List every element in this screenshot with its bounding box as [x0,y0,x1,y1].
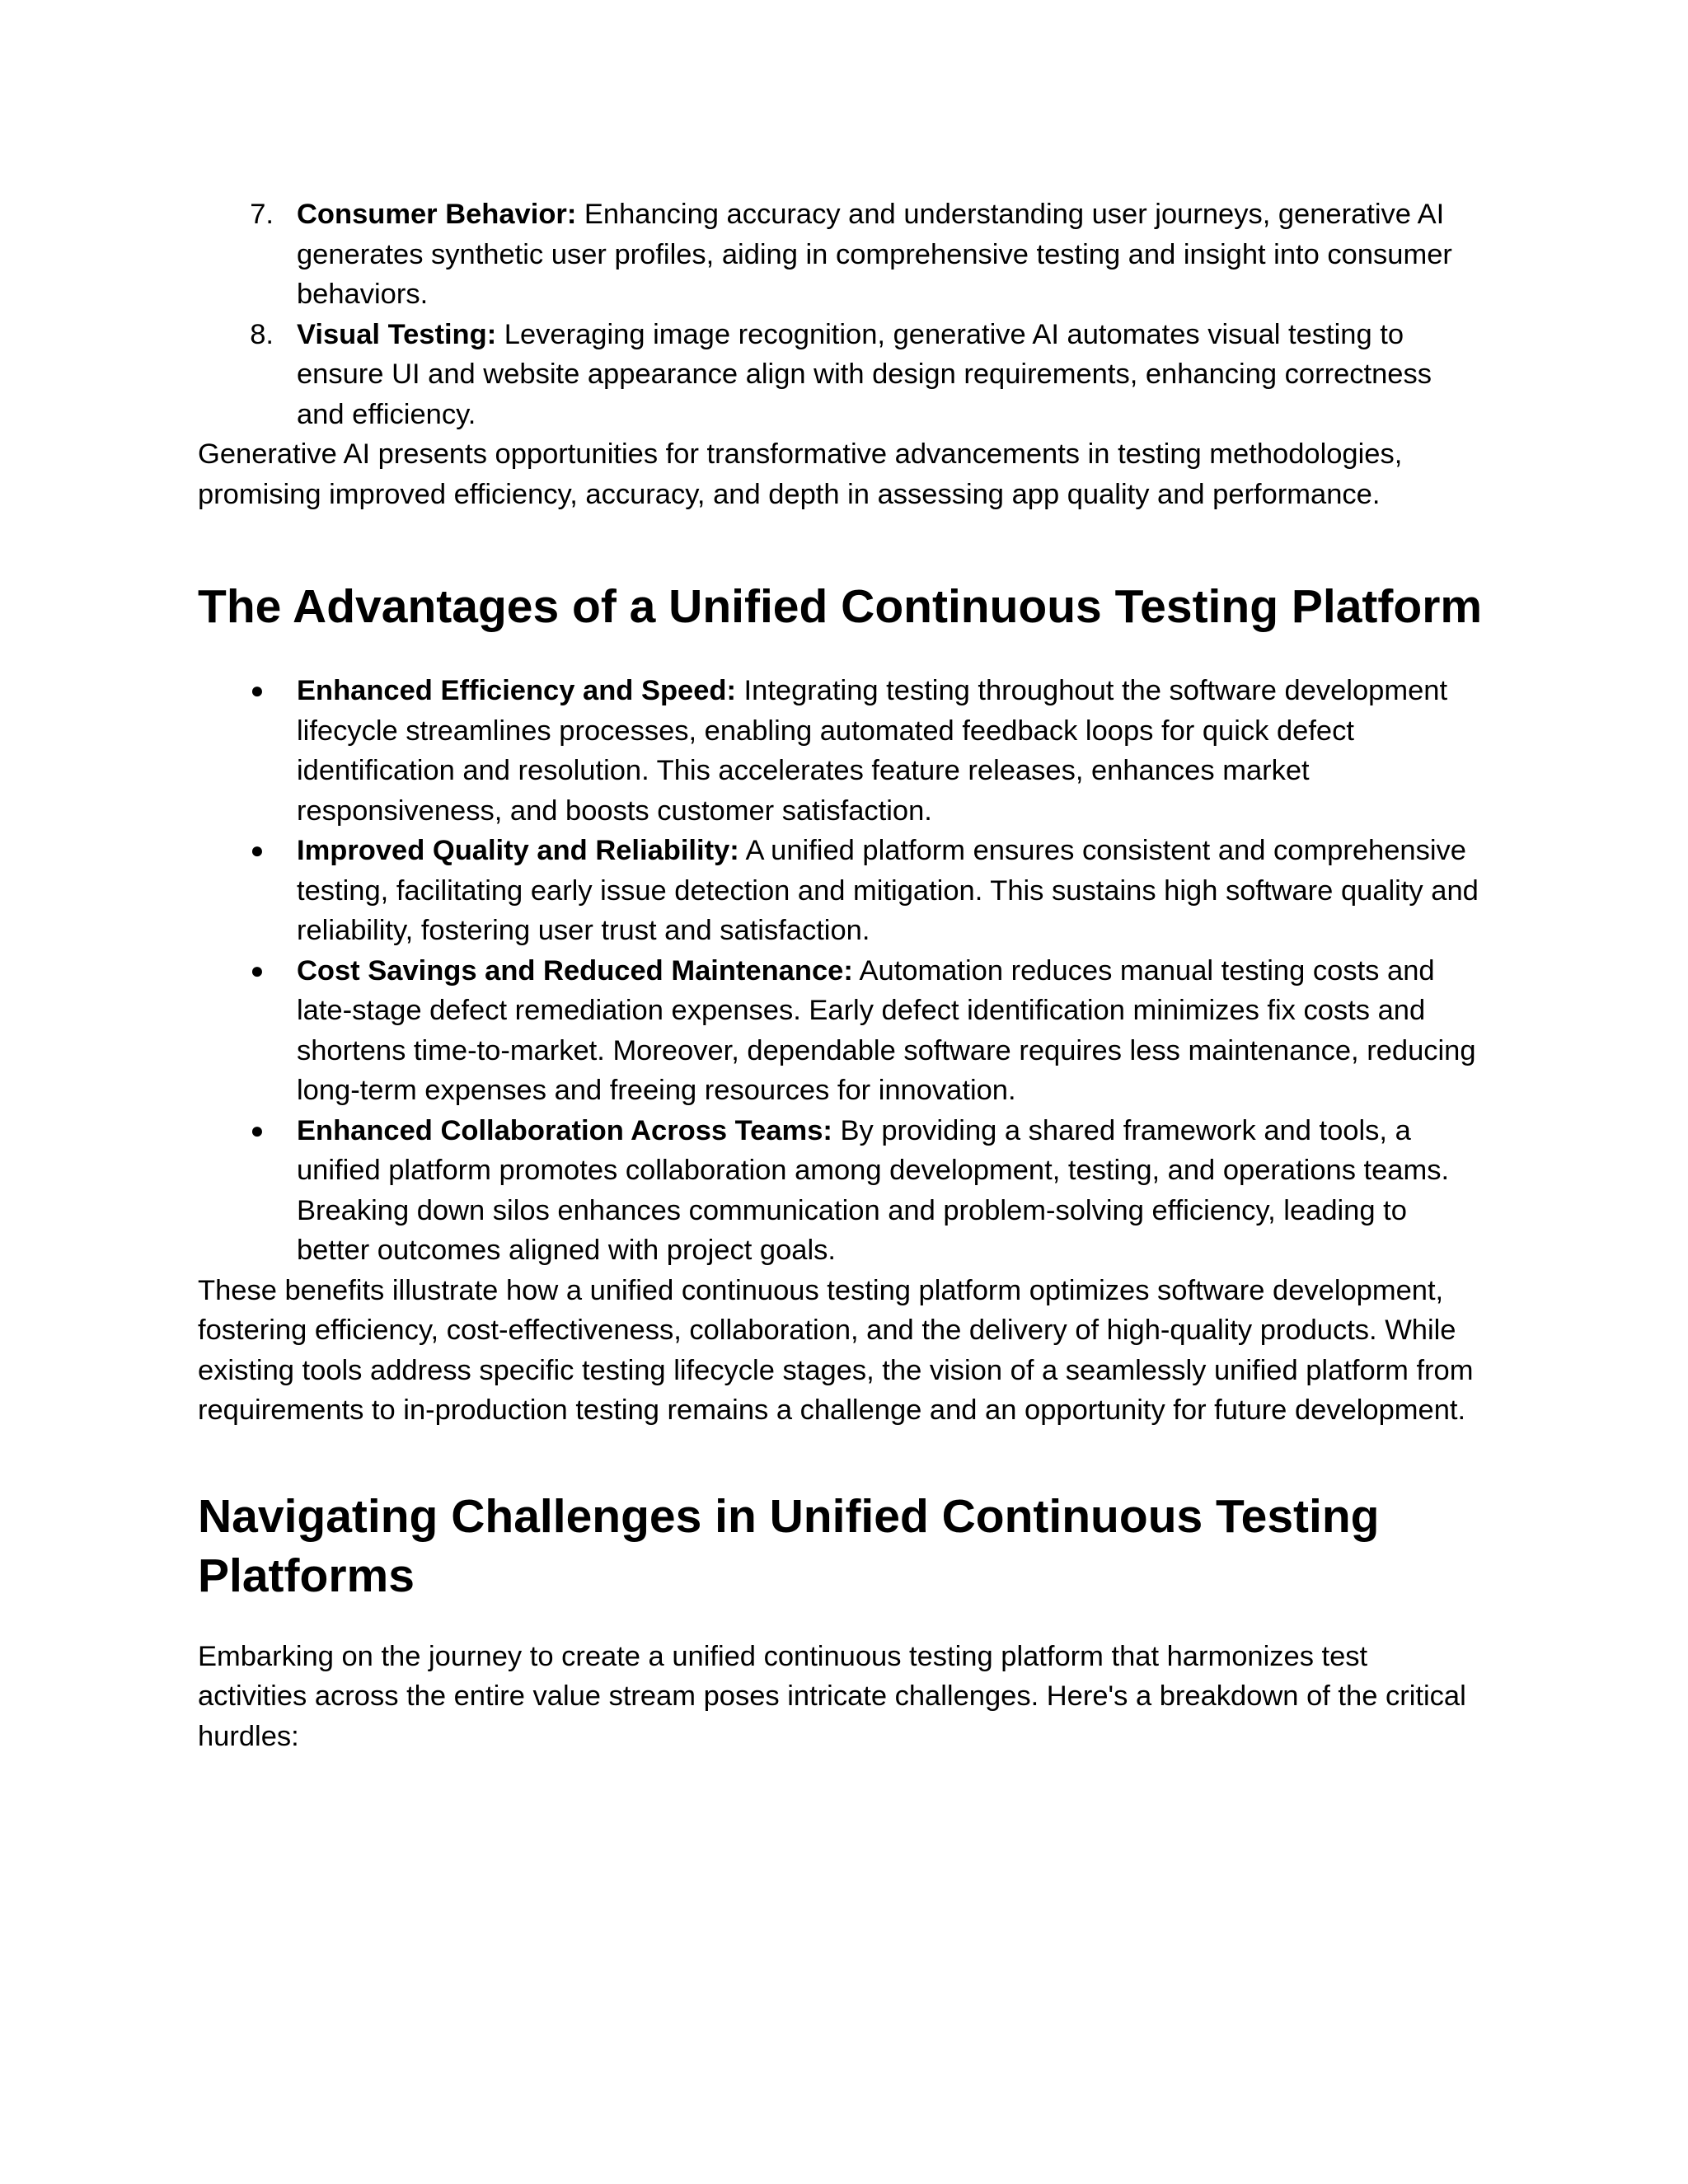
bullet-icon: ● [250,1117,265,1143]
list-item-text: A unified platform ensures consistent and comprehensive testing, facilitating early issue detection and mitigation. This sustains high software quality and reliability, fostering user trust and satisfaction. [297,835,1479,946]
list-item [198,831,1484,951]
list-item-term: Visual Testing: [297,318,497,350]
list-number: 8. [250,318,274,350]
list-item-term: Cost Savings and Reduced Maintenance: [297,954,853,987]
list-item [198,315,1484,435]
paragraph: These benefits illustrate how a unified continuous testing platform optimizes software development, fostering efficiency, cost-effectiveness, collaboration, and the delivery of high-quality products. While existing tools address specific testing lifecycle stages, the vision of a seamlessly unified platform from requirements to in-production testing remains a challenge and an opportunity for future development. [198,1274,1474,1426]
paragraph: Generative AI presents opportunities for transformative advancements in testing methodologies, promising improved efficiency, accuracy, and depth in assessing app quality and performance. [198,438,1403,510]
list-number: 7. [250,199,274,230]
section-heading: The Advantages of a Unified Continuous Testing Platform [198,580,1483,633]
document-body [198,194,1484,1756]
list-item-text: Integrating testing throughout the software development lifecycle streamlines processes, enabling automated feedback loops for quick defect identification and resolution. This accelerates feature releases, enhances market responsiveness, and boosts customer satisfaction. [297,675,1448,827]
list-item-text: Enhancing accuracy and understanding user journeys, generative AI generates synthetic user profiles, aiding in comprehensive testing and insight into consumer behaviors. [297,199,1452,310]
paragraph: Embarking on the journey to create a unified continuous testing platform that harmonizes test activities across the entire value stream poses intricate challenges. Here's a breakdown of the critical hurdles: [198,1640,1466,1752]
list-item [198,1111,1484,1271]
list-item-term: Consumer Behavior: [297,199,577,230]
bullet-icon: ● [250,957,265,983]
list-item [198,951,1484,1111]
list-item-text: By providing a shared framework and tools, a unified platform promotes collaboration among development, testing, and operations teams. Breaking down silos enhances communication and problem-solving efficiency, leading to better outcomes aligned with project goals. [297,1114,1450,1266]
section-heading: Navigating Challenges in Unified Continuous Testing Platforms [198,1489,1380,1602]
bullet-icon: ● [250,837,265,863]
bullet-icon: ● [250,677,265,703]
list-item-text: Automation reduces manual testing costs and late-stage defect remediation expenses. Early defect identification minimizes fix costs and shortens time-to-market. Moreover, dependable software requires less maintenance, reducing long-term expenses and freeing resources for innovation. [297,954,1476,1106]
list-item-text: Leveraging image recognition, generative AI automates visual testing to ensure UI and website appearance align with design requirements, enhancing correctness and efficiency. [297,318,1432,430]
numbered-list [198,194,1484,434]
list-item [198,671,1484,831]
list-item-term: Improved Quality and Reliability: [297,835,739,866]
list-item-term: Enhanced Efficiency and Speed: [297,675,736,706]
bulleted-list [198,671,1484,1271]
list-item [198,194,1484,315]
list-item-term: Enhanced Collaboration Across Teams: [297,1114,832,1146]
